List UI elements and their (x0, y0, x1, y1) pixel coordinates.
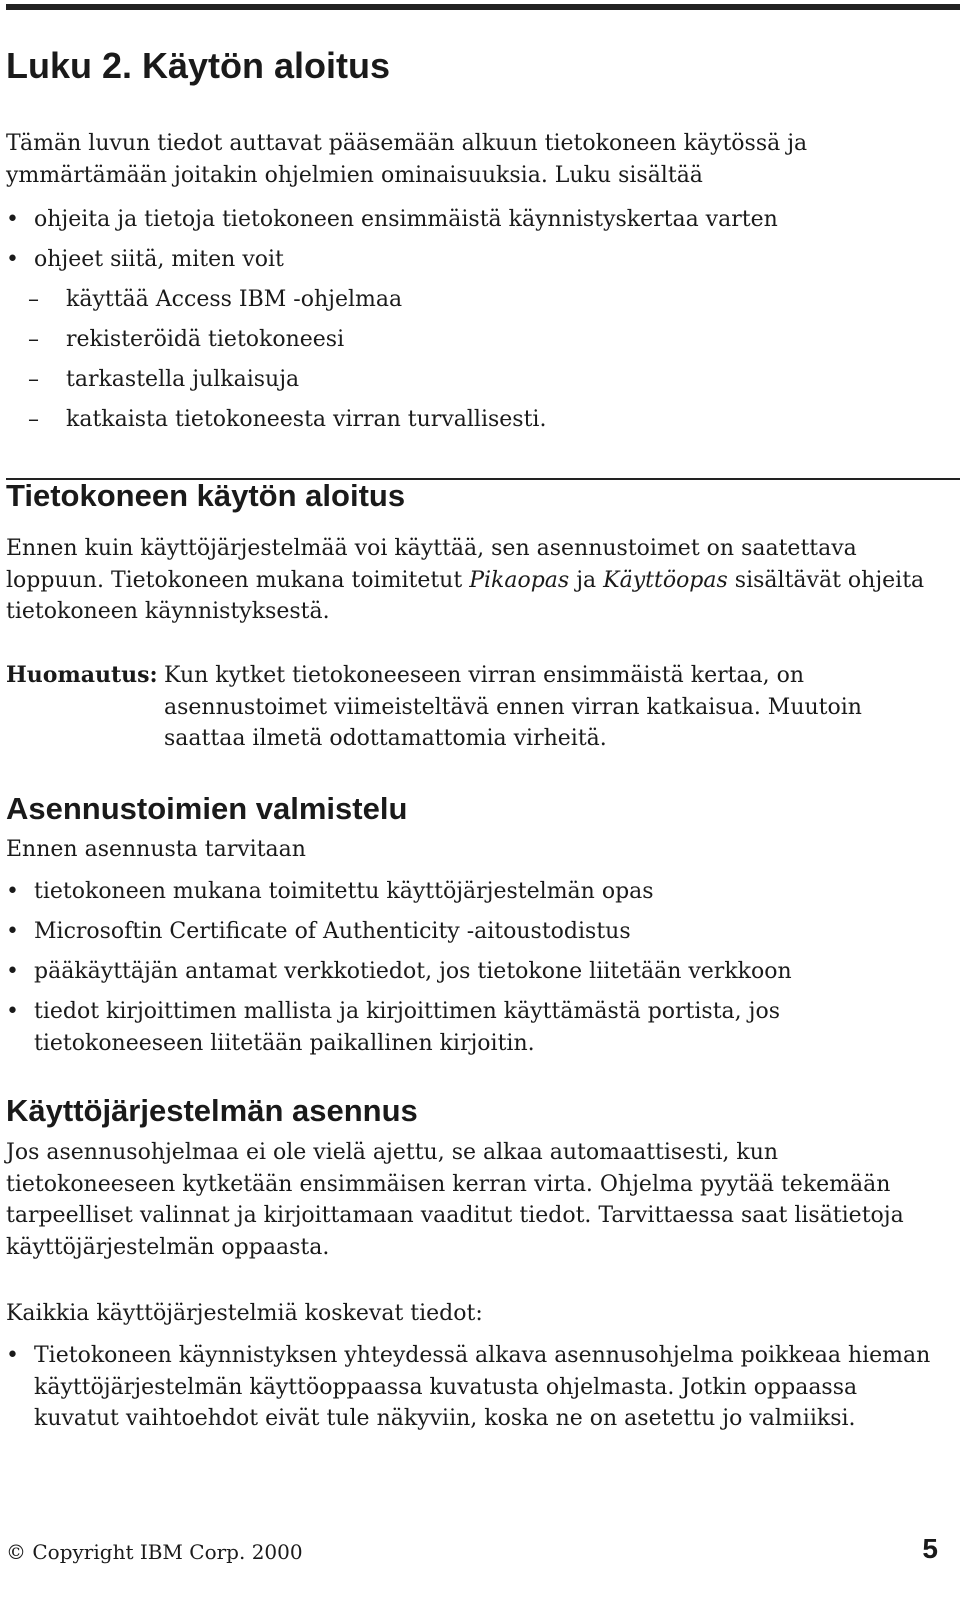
dash-icon: – (28, 367, 39, 392)
dash-icon: – (28, 407, 39, 432)
list-item: • Microsoftin Certificate of Authenticity -aitoustodistus (6, 916, 936, 948)
dash-icon: – (28, 287, 39, 312)
top-rule (6, 4, 960, 10)
bullet-icon: • (6, 999, 19, 1024)
list-item: – katkaista tietokoneesta virran turvallisesti. (6, 400, 936, 440)
list-item: – käyttää Access IBM -ohjelmaa (6, 280, 936, 320)
list-item: • pääkäyttäjän antamat verkkotiedot, jos tietokone liitetään verkkoon (6, 956, 936, 988)
section-paragraph: Ennen kuin käyttöjärjestelmää voi käyttää, sen asennustoimet on saatettava loppuun. Tietokoneen mukana toimitetut Pikaopas ja Käyttöopas sisältävät ohjeita tietokoneen käynnistyksestä. (6, 536, 925, 624)
note-text: Kun kytket tietokoneeseen virran ensimmäistä kertaa, on asennustoimet viimeisteltävä ennen virran katkaisua. Muutoin saattaa ilmetä odottamattomia virheitä. (164, 663, 862, 751)
bullet-icon: • (6, 1343, 19, 1368)
list-item: • ohjeita ja tietoja tietokoneen ensimmäistä käynnistyskertaa varten (6, 200, 936, 240)
requirements-list (6, 876, 936, 1060)
page-number: 5 (922, 1533, 938, 1564)
intro-paragraph: Tämän luvun tiedot auttavat pääsemään alkuun tietokoneen käytössä ja ymmärtämään joitakin ohjelmien ominaisuuksia. Luku sisältää (6, 131, 808, 188)
section-heading: Käyttöjärjestelmän asennus (6, 1093, 418, 1128)
book-title: Pikaopas (469, 567, 570, 593)
section-heading: Tietokoneen käytön aloitus (6, 478, 406, 513)
list-item: – tarkastella julkaisuja (6, 360, 936, 400)
book-title: Käyttöopas (603, 567, 728, 593)
bullet-icon: • (6, 207, 19, 232)
list-item: • tietokoneen mukana toimitettu käyttöjärjestelmän opas (6, 876, 936, 908)
note-label: Huomautus: (6, 662, 158, 688)
chapter-title: Luku 2. Käytön aloitus (6, 45, 391, 86)
bullet-icon: • (6, 959, 19, 984)
intro-sub-list (6, 280, 936, 440)
bullet-icon: • (6, 247, 19, 272)
section-paragraph: Jos asennusohjelmaa ei ole vielä ajettu, se alkaa automaattisesti, kun tietokoneeseen kytketään ensimmäisen kerran virta. Ohjelma pyytää tekemään tarpeelliset valinnat ja kirjoittamaan vaaditut tiedot. Tarvittaessa saat lisätietoja käyttöjärjestelmän oppaasta. (6, 1140, 904, 1260)
section-lead: Ennen asennusta tarvitaan (6, 837, 306, 862)
section-heading: Asennustoimien valmistelu (6, 791, 408, 826)
footer-copyright: © Copyright IBM Corp. 2000 (6, 1540, 303, 1564)
section-lead: Kaikkia käyttöjärjestelmiä koskevat tiedot: (6, 1301, 483, 1326)
list-item: – rekisteröidä tietokoneesi (6, 320, 936, 360)
note-block (6, 660, 936, 755)
list-item: • Tietokoneen käynnistyksen yhteydessä alkava asennusohjelma poikkeaa hieman käyttöjärjestelmän käyttöoppaassa kuvatusta ohjelmasta. Jotkin oppaassa kuvatut vaihtoehdot eivät tule näkyviin, koska ne on asetettu jo valmiiksi. (6, 1340, 936, 1435)
os-info-list (6, 1340, 936, 1435)
intro-bullet-list (6, 200, 936, 440)
dash-icon: – (28, 327, 39, 352)
list-item: • tiedot kirjoittimen mallista ja kirjoittimen käyttämästä portista, jos tietokoneeseen liitetään paikallinen kirjoitin. (6, 996, 936, 1060)
bullet-icon: • (6, 879, 19, 904)
bullet-icon: • (6, 919, 19, 944)
list-item: • ohjeet siitä, miten voit – käyttää Access IBM -ohjelmaa – rekisteröidä tietokoneesi – tarkastella julkaisuja – katkaista tietokoneesta virran turvallisesti. (6, 240, 936, 440)
